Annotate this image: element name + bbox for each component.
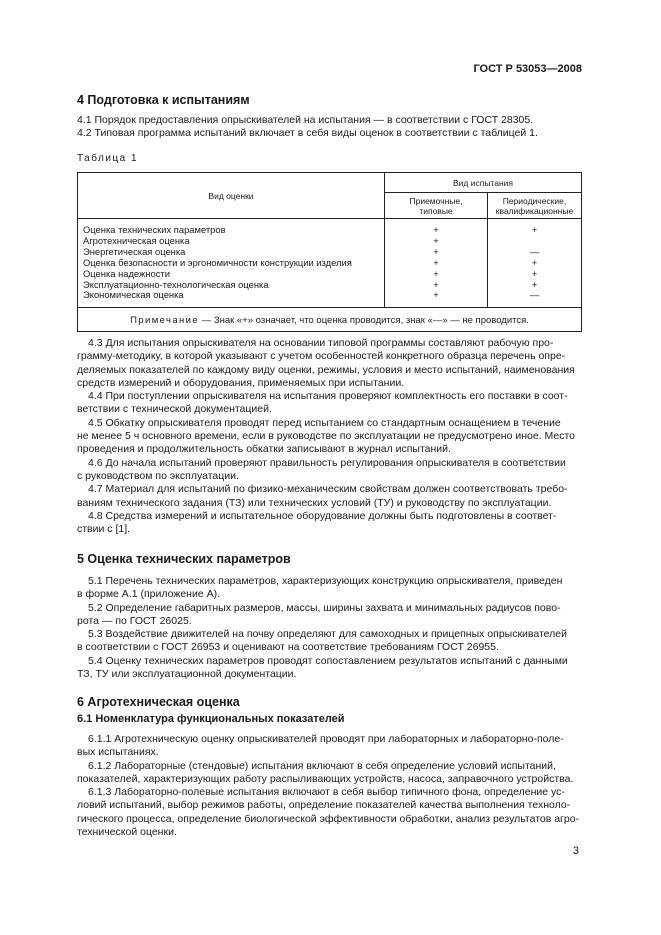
table-column-periodic (488, 219, 582, 308)
paragraph-4-1: 4.1 Порядок предоставления опрыскивателей на испытания — в соответствии с ГОСТ 28305. (77, 114, 534, 126)
table-caption: Таблица 1 (77, 153, 139, 164)
section-4-title: 4 Подготовка к испытаниям (77, 93, 250, 107)
table-mark: + (531, 267, 538, 279)
table-header-test-type: Вид испытания (385, 173, 582, 193)
table-header-assessment: Вид оценки (78, 173, 385, 219)
subsection-6-1-title: 6.1 Номенклатура функциональных показателей (77, 713, 345, 725)
table-row-name: Экономическая оценка (83, 289, 184, 301)
paragraph-5-1: 5.1 Перечень технических параметров, характеризующих конструкцию опрыскивателя, приведен в форме А.1 (приложение А). (77, 575, 563, 601)
paragraph-4-3: 4.3 Для испытания опрыскивателя на основании типовой программы составляют рабочую про- грамму-методику, в которой указывают с учетом особенностей конкретного образца перечень опре- деляемых показателей по каждому виду оценки, режимы, условия и место испытаний, наименования средств измерений и оборудования, применяемых при испытании. (77, 337, 575, 389)
table-row-name: Агротехническая оценка (83, 234, 190, 246)
table-note-text: — Знак «+» означает, что оценка проводится, знак «—» — не проводится. (199, 315, 529, 327)
section-5-body (77, 575, 582, 681)
table-header-acceptance: Приемочные, типовые (385, 193, 488, 219)
table-row-name: Оценка технических параметров (83, 224, 226, 235)
table-1 (77, 172, 582, 332)
table-row-name: Эксплуатационно-технологическая оценка (83, 278, 269, 290)
paragraph-4-7: 4.7 Материал для испытаний по физико-механическим свойствам должен соответствовать требо- ваниям технического задания (ТЗ) или технических условий (ТУ) и руководству по эксплуатации. (77, 483, 568, 509)
table-mark: + (433, 278, 439, 290)
table-row-name: Энергетическая оценка (83, 245, 186, 257)
table-mark: + (433, 289, 439, 301)
table-mark: + (433, 256, 439, 268)
paragraph-4-6: 4.6 До начала испытаний проверяют правильность регулирования опрыскивателя в соответствии с руководством по эксплуатации. (77, 456, 566, 482)
paragraph-4-2: 4.2 Типовая программа испытаний включает в себя виды оценок в соответствии с таблицей 1. (77, 127, 538, 140)
paragraph-4-8: 4.8 Средства измерений и испытательное оборудование должны быть подготовлены в соответ- ствии с [1]. (77, 509, 557, 536)
table-mark: — (529, 289, 540, 301)
table-header-periodic: Периодические, квалификационные (488, 193, 582, 219)
paragraph-5-3: 5.3 Воздействие движителей на почву определяют для самоходных и прицепных опрыскивателей в соответствии с ГОСТ 26953 и оценивают на соответствие требованиям ГОСТ 26955. (77, 628, 567, 654)
table-note-label: Примечание (130, 315, 200, 327)
paragraph-6-1-1: 6.1.1 Агротехническую оценку опрыскивателей проводят при лабораторных и лабораторно-поле- вых испытаниях. (77, 733, 564, 759)
document-code: ГОСТ Р 53053—2008 (473, 63, 582, 75)
table-mark: + (531, 278, 538, 290)
section-6-body (77, 733, 582, 839)
section-6-title: 6 Агротехническая оценка (77, 695, 240, 709)
paragraph-5-2: 5.2 Определение габаритных размеров, массы, ширины захвата и минимальных радиусов пово- рота — по ГОСТ 26025. (77, 601, 561, 627)
table-column-names (78, 219, 385, 308)
table-mark: + (531, 256, 538, 268)
section-4-intro (77, 114, 582, 141)
section-5-title: 5 Оценка технических параметров (77, 552, 291, 566)
paragraph-6-1-3: 6.1.3 Лабораторно-полевые испытания включают в себя выбор типичного фона, определение ус- ловий испытаний, выбор режимов работы, определение показателей качества выполнения техноло- гического процесса, определение биологической эффективности обработки, анализ результатов агро- технической оценки. (77, 786, 580, 839)
table-column-acceptance (385, 219, 488, 308)
paragraph-4-4: 4.4 При поступлении опрыскивателя на испытания проверяют комплектность его поставки в соот- ветствии с технической документацией. (77, 390, 568, 416)
table-note (78, 308, 582, 332)
paragraph-4-5: 4.5 Обкатку опрыскивателя проводят перед испытанием со стандартным оснащением в течение не менее 5 ч основного времени, если в руководстве по эксплуатации не предусмотрено иное. Место проведения и продолжительность обкатки записывают в журнал испытаний. (77, 416, 575, 456)
table-row-name: Оценка безопасности и эргономичности конструкции изделия (83, 256, 352, 268)
page-number: 3 (572, 845, 579, 857)
table-body (78, 219, 582, 308)
table-mark: + (433, 224, 439, 235)
table-mark: — (529, 245, 540, 257)
table-mark: + (531, 224, 538, 235)
paragraph-6-1-2: 6.1.2 Лабораторные (стендовые) испытания включают в себя определение условий испытаний, показателей, характеризующих работу распыливающих устройств, насоса, заправочного устройства. (77, 759, 574, 785)
table-row-name: Оценка надежности (83, 267, 170, 279)
table-mark: + (433, 234, 439, 246)
paragraphs-4-3-to-4-8 (77, 337, 582, 536)
table-mark: + (433, 267, 439, 279)
paragraph-5-4: 5.4 Оценку технических параметров проводят сопоставлением результатов испытаний с данными ТЗ, ТУ или эксплуатационной документации. (77, 654, 568, 681)
table-mark: + (433, 245, 439, 257)
